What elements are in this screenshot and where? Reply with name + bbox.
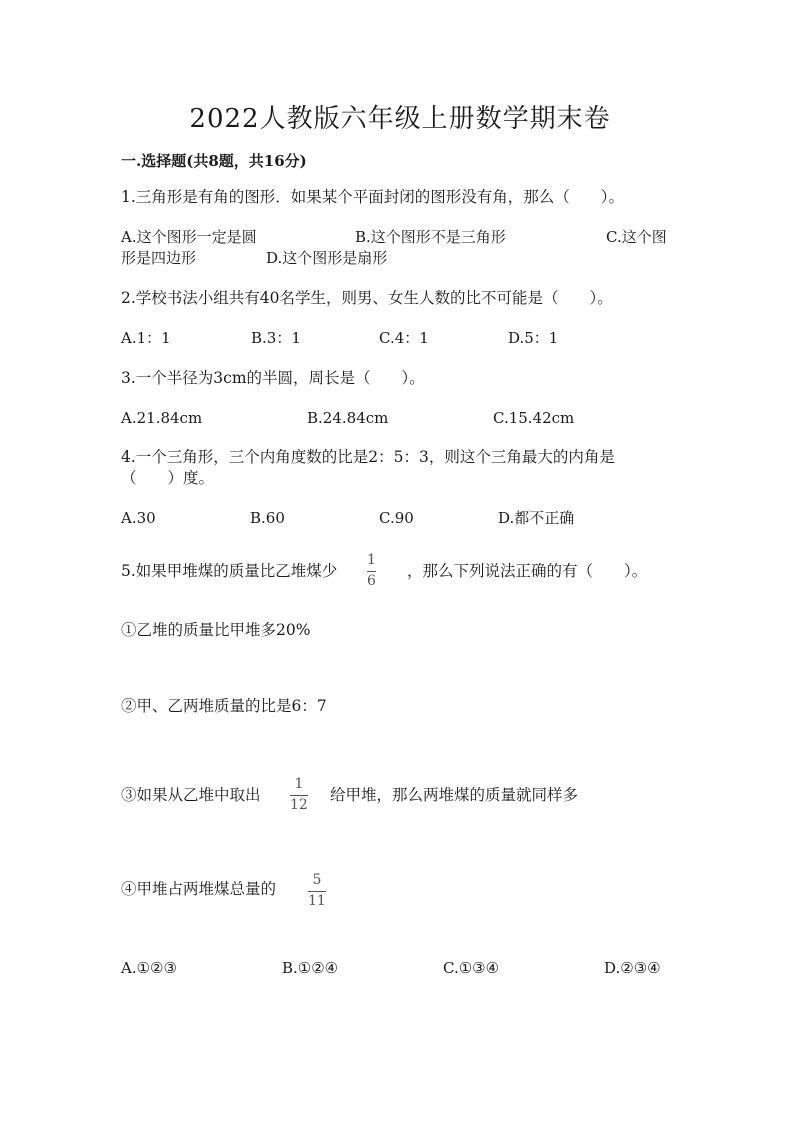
question-4-stem-line-2: （ ）度。 [121, 469, 215, 487]
fraction-bar [308, 891, 326, 892]
fraction-numerator: 1 [367, 552, 376, 568]
fraction-numerator: 5 [312, 872, 322, 888]
question-5-stem-start: 5.如果甲堆煤的质量比乙堆煤少 [121, 562, 338, 580]
statement-1: ①乙堆的质量比甲堆多20% [121, 621, 311, 639]
question-1-option-d: D.这个图形是扇形 [266, 249, 388, 267]
fraction-denominator: 12 [290, 797, 308, 813]
fraction-bar [367, 571, 376, 572]
question-2-option-c: C.4：1 [379, 329, 429, 347]
question-5-option-b: B.①②④ [282, 959, 339, 977]
question-2-option-a: A.1：1 [121, 329, 171, 347]
question-4-option-b: B.60 [250, 509, 285, 527]
statement-3-end: 给甲堆，那么两堆煤的质量就同样多 [330, 786, 579, 804]
question-5-option-c: C.①③④ [443, 959, 500, 977]
question-2-option-b: B.3：1 [251, 329, 301, 347]
question-2-option-d: D.5：1 [508, 329, 559, 347]
question-1-option-b: B.这个图形不是三角形 [355, 228, 506, 246]
question-1-option-a: A.这个图形一定是圆 [121, 228, 257, 246]
fraction-denominator: 6 [367, 573, 376, 589]
question-5-fraction [367, 553, 376, 589]
question-4-stem-line-1: 4.一个三角形，三个内角度数的比是2：5：3，则这个三角最大的内角是 [121, 448, 615, 466]
question-1-option-c: C.这个图 [606, 228, 667, 246]
question-2-stem: 2.学校书法小组共有40名学生，则男、女生人数的比不可能是（ ）。 [121, 289, 613, 307]
statement-4-start: ④甲堆占两堆煤总量的 [121, 880, 277, 898]
question-5-stem-end: ，那么下列说法正确的有（ ）。 [407, 562, 648, 580]
section-heading: 一.选择题(共8题，共16分) [121, 152, 307, 170]
statement-3-start: ③如果从乙堆中取出 [121, 786, 261, 804]
question-1-option-c-continued: 形是四边形 [121, 249, 197, 267]
statement-4-fraction [308, 873, 326, 909]
fraction-bar [290, 795, 308, 796]
fraction-numerator: 1 [294, 776, 304, 792]
statement-2: ②甲、乙两堆质量的比是6：7 [121, 697, 327, 715]
question-5-option-a: A.①②③ [121, 959, 177, 977]
question-3-stem: 3.一个半径为3cm的半圆，周长是（ ）。 [121, 369, 425, 387]
question-4-option-a: A.30 [121, 509, 156, 527]
question-1-stem: 1.三角形是有角的图形．如果某个平面封闭的图形没有角，那么（ ）。 [121, 188, 625, 206]
question-3-option-b: B.24.84cm [307, 409, 389, 427]
statement-3-fraction [290, 777, 308, 813]
question-4-option-c: C.90 [379, 509, 414, 527]
question-4-option-d: D.都不正确 [498, 509, 575, 527]
page-title: 2022人教版六年级上册数学期末卷 [189, 104, 611, 134]
question-5-option-d: D.②③④ [604, 959, 661, 977]
question-3-option-a: A.21.84cm [121, 409, 203, 427]
question-3-option-c: C.15.42cm [493, 409, 575, 427]
fraction-denominator: 11 [308, 893, 326, 909]
